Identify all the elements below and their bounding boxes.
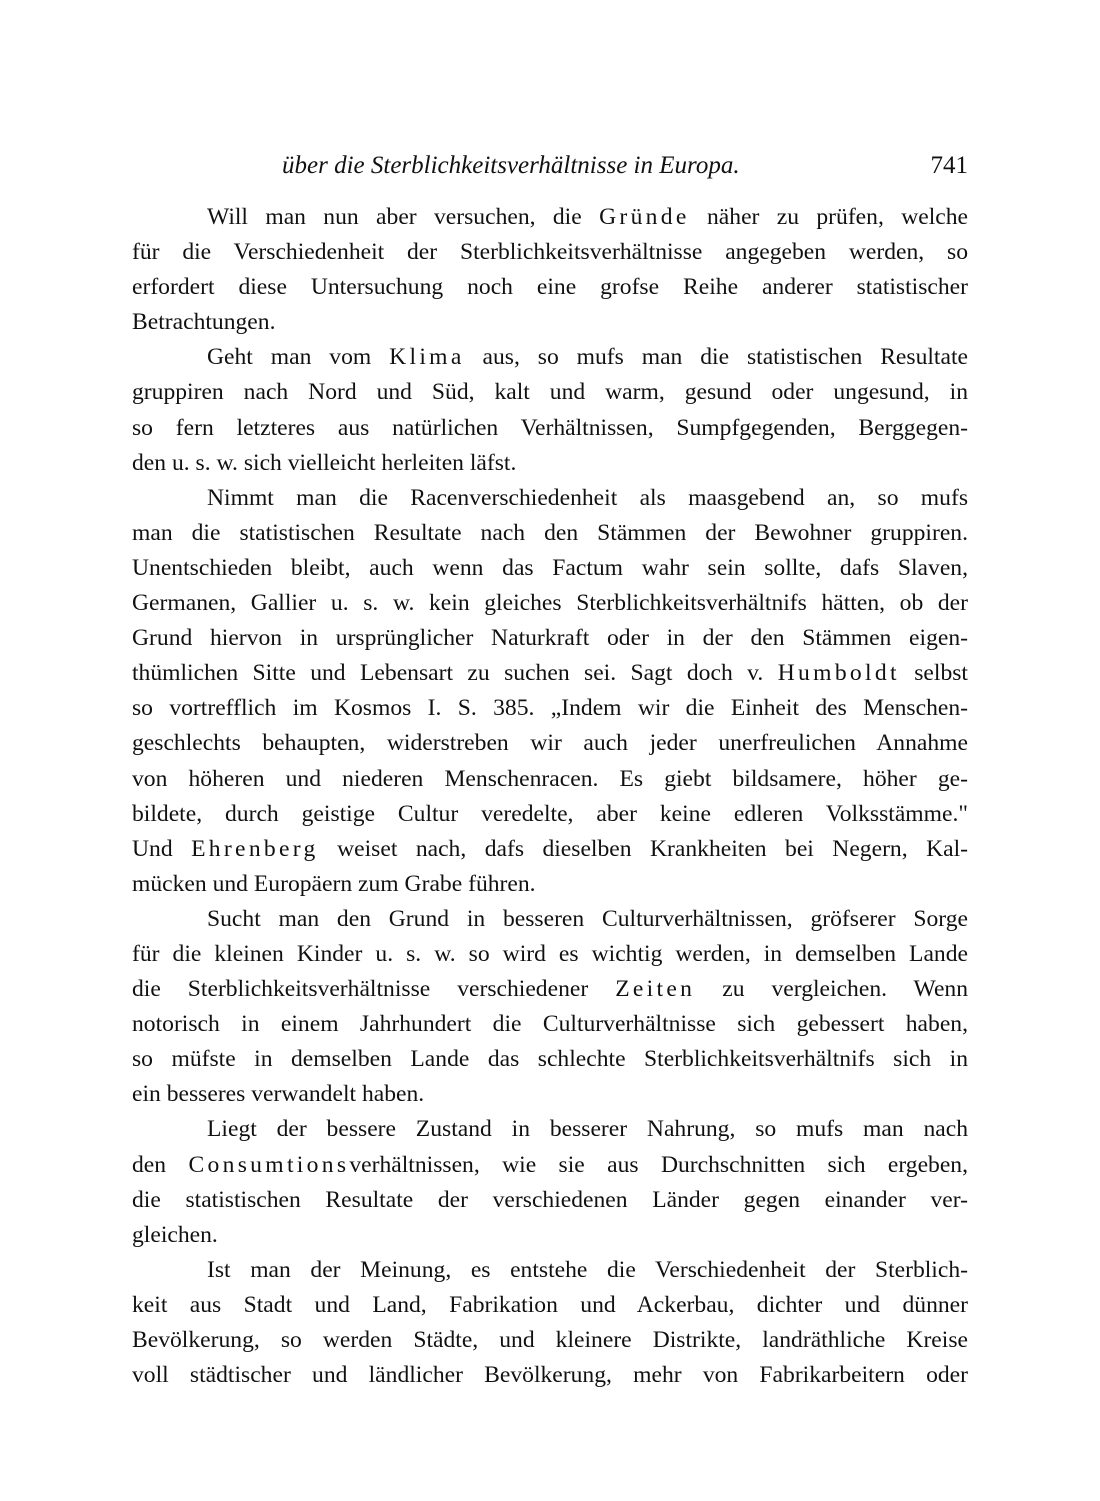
text-line [132, 656, 968, 691]
text-run: Ist man der Meinung, es entstehe die Verschiedenheit der Sterblich- [207, 1256, 968, 1283]
text-run: weiset nach, dafs dieselben Krankheiten bei Negern, Kal- [318, 835, 968, 862]
text-line [132, 411, 968, 446]
text-line [132, 305, 968, 340]
text-line [132, 270, 968, 305]
text-run: Germanen, Gallier u. s. w. kein gleiches Sterblichkeitsverhältnifs hätten, ob der [132, 590, 968, 617]
text-run: aus, so mufs man die statistischen Resultate [464, 344, 968, 371]
spaced-emphasis: Ehrenberg [191, 835, 319, 862]
text-line [132, 726, 968, 761]
text-run: Will man nun aber versuchen, die [207, 204, 600, 230]
text-line [132, 762, 968, 797]
body-text [132, 200, 968, 1393]
text-run: näher zu prüfen, welche [689, 204, 968, 230]
text-run: zu vergleichen. Wenn [695, 976, 969, 1003]
text-line [132, 1218, 968, 1253]
text-run: so fern letzteres aus natürlichen Verhältnissen, Sumpfgegenden, Berggegen- [132, 414, 968, 441]
text-line [132, 586, 968, 621]
text-run: mücken und Europäern zum Grabe führen. [132, 870, 536, 897]
text-line [132, 691, 968, 726]
text-run: Nimmt man die Racenverschiedenheit als maasgebend an, so mufs [207, 484, 968, 511]
text-line [132, 867, 968, 902]
text-line [132, 551, 968, 586]
text-run: Geht man vom [207, 344, 390, 371]
text-run: notorisch in einem Jahrhundert die Culturverhältnisse sich gebessert haben, [132, 1011, 968, 1038]
text-run: thümlichen Sitte und Lebensart zu suchen sei. Sagt doch v. [132, 660, 778, 687]
text-line [132, 832, 968, 867]
text-line [132, 1042, 968, 1077]
text-line [132, 446, 968, 481]
text-line [132, 1077, 968, 1112]
running-head [132, 146, 968, 186]
text-run: Betrachtungen. [132, 309, 276, 336]
text-line [132, 516, 968, 551]
text-run: für die Verschiedenheit der Sterblichkeitsverhältnisse angegeben werden, so [132, 239, 968, 266]
text-run: für die kleinen Kinder u. s. w. so wird es wichtig werden, in demselben Lande [132, 940, 968, 967]
text-run: so vortrefflich im Kosmos I. S. 385. „Indem wir die Einheit des Menschen- [132, 695, 968, 722]
text-run: gruppiren nach Nord und Süd, kalt und warm, gesund oder ungesund, in [132, 379, 968, 406]
text-line [132, 481, 968, 516]
spaced-emphasis: Gründe [599, 204, 690, 230]
text-run: bildete, durch geistige Cultur veredelte, aber keine edleren Volksstämme." [132, 800, 968, 827]
text-line [132, 1253, 968, 1288]
running-title: über die Sterblichkeitsverhältnisse in Europa. [282, 152, 740, 179]
text-run: den u. s. w. sich vielleicht herleiten läfst. [132, 449, 517, 476]
text-line [132, 937, 968, 972]
text-line [132, 902, 968, 937]
text-run: keit aus Stadt und Land, Fabrikation und Ackerbau, dichter und dünner [132, 1291, 968, 1318]
text-line [132, 200, 968, 235]
text-line [132, 235, 968, 270]
text-line [132, 375, 968, 410]
text-run: man die statistischen Resultate nach den Stämmen der Bewohner gruppiren. [132, 519, 968, 546]
text-run: geschlechts behaupten, widerstreben wir auch jeder unerfreulichen Annahme [132, 730, 968, 757]
text-line [132, 621, 968, 656]
text-run: verhältnissen, wie sie aus Durchschnitten sich ergeben, [349, 1151, 969, 1178]
text-run: Liegt der bessere Zustand in besserer Nahrung, so mufs man nach [207, 1116, 968, 1143]
text-run: selbst [899, 660, 968, 687]
text-run: Grund hiervon in ursprünglicher Naturkraft oder in der den Stämmen eigen- [132, 625, 968, 652]
text-line [132, 340, 968, 375]
text-run: voll städtischer und ländlicher Bevölkerung, mehr von Fabrikarbeitern oder [132, 1362, 968, 1389]
text-line [132, 1007, 968, 1042]
text-run: Bevölkerung, so werden Städte, und kleinere Distrikte, landräthliche Kreise [132, 1327, 968, 1353]
page-number: 741 [930, 152, 968, 179]
text-line [132, 1183, 968, 1218]
text-run: ein besseres verwandelt haben. [132, 1081, 425, 1108]
text-run: die Sterblichkeitsverhältnisse verschiedener [132, 976, 616, 1003]
spaced-emphasis: Consumtions [188, 1151, 350, 1178]
text-line [132, 1323, 968, 1358]
text-run: Sucht man den Grund in besseren Culturverhältnissen, gröfserer Sorge [207, 905, 968, 932]
text-line [132, 797, 968, 832]
text-line [132, 1148, 968, 1183]
text-run: von höheren und niederen Menschenracen. Es giebt bildsamere, höher ge- [132, 765, 968, 792]
text-run: so müfste in demselben Lande das schlechte Sterblichkeitsverhältnifs sich in [132, 1046, 968, 1073]
spaced-emphasis: Klima [389, 344, 465, 371]
text-line [132, 1358, 968, 1393]
spaced-emphasis: Zeiten [615, 976, 696, 1003]
text-run: gleichen. [132, 1221, 218, 1248]
text-line [132, 1288, 968, 1323]
text-run: Unentschieden bleibt, auch wenn das Factum wahr sein sollte, dafs Slaven, [132, 554, 968, 581]
text-line [132, 972, 968, 1007]
text-run: erfordert diese Untersuchung noch eine grofse Reihe anderer statistischer [132, 274, 968, 301]
spaced-emphasis: Humboldt [777, 660, 900, 687]
text-line [132, 1112, 968, 1147]
text-run: den [132, 1151, 189, 1178]
text-run: Und [132, 835, 192, 862]
text-run: die statistischen Resultate der verschiedenen Länder gegen einander ver- [132, 1186, 968, 1213]
